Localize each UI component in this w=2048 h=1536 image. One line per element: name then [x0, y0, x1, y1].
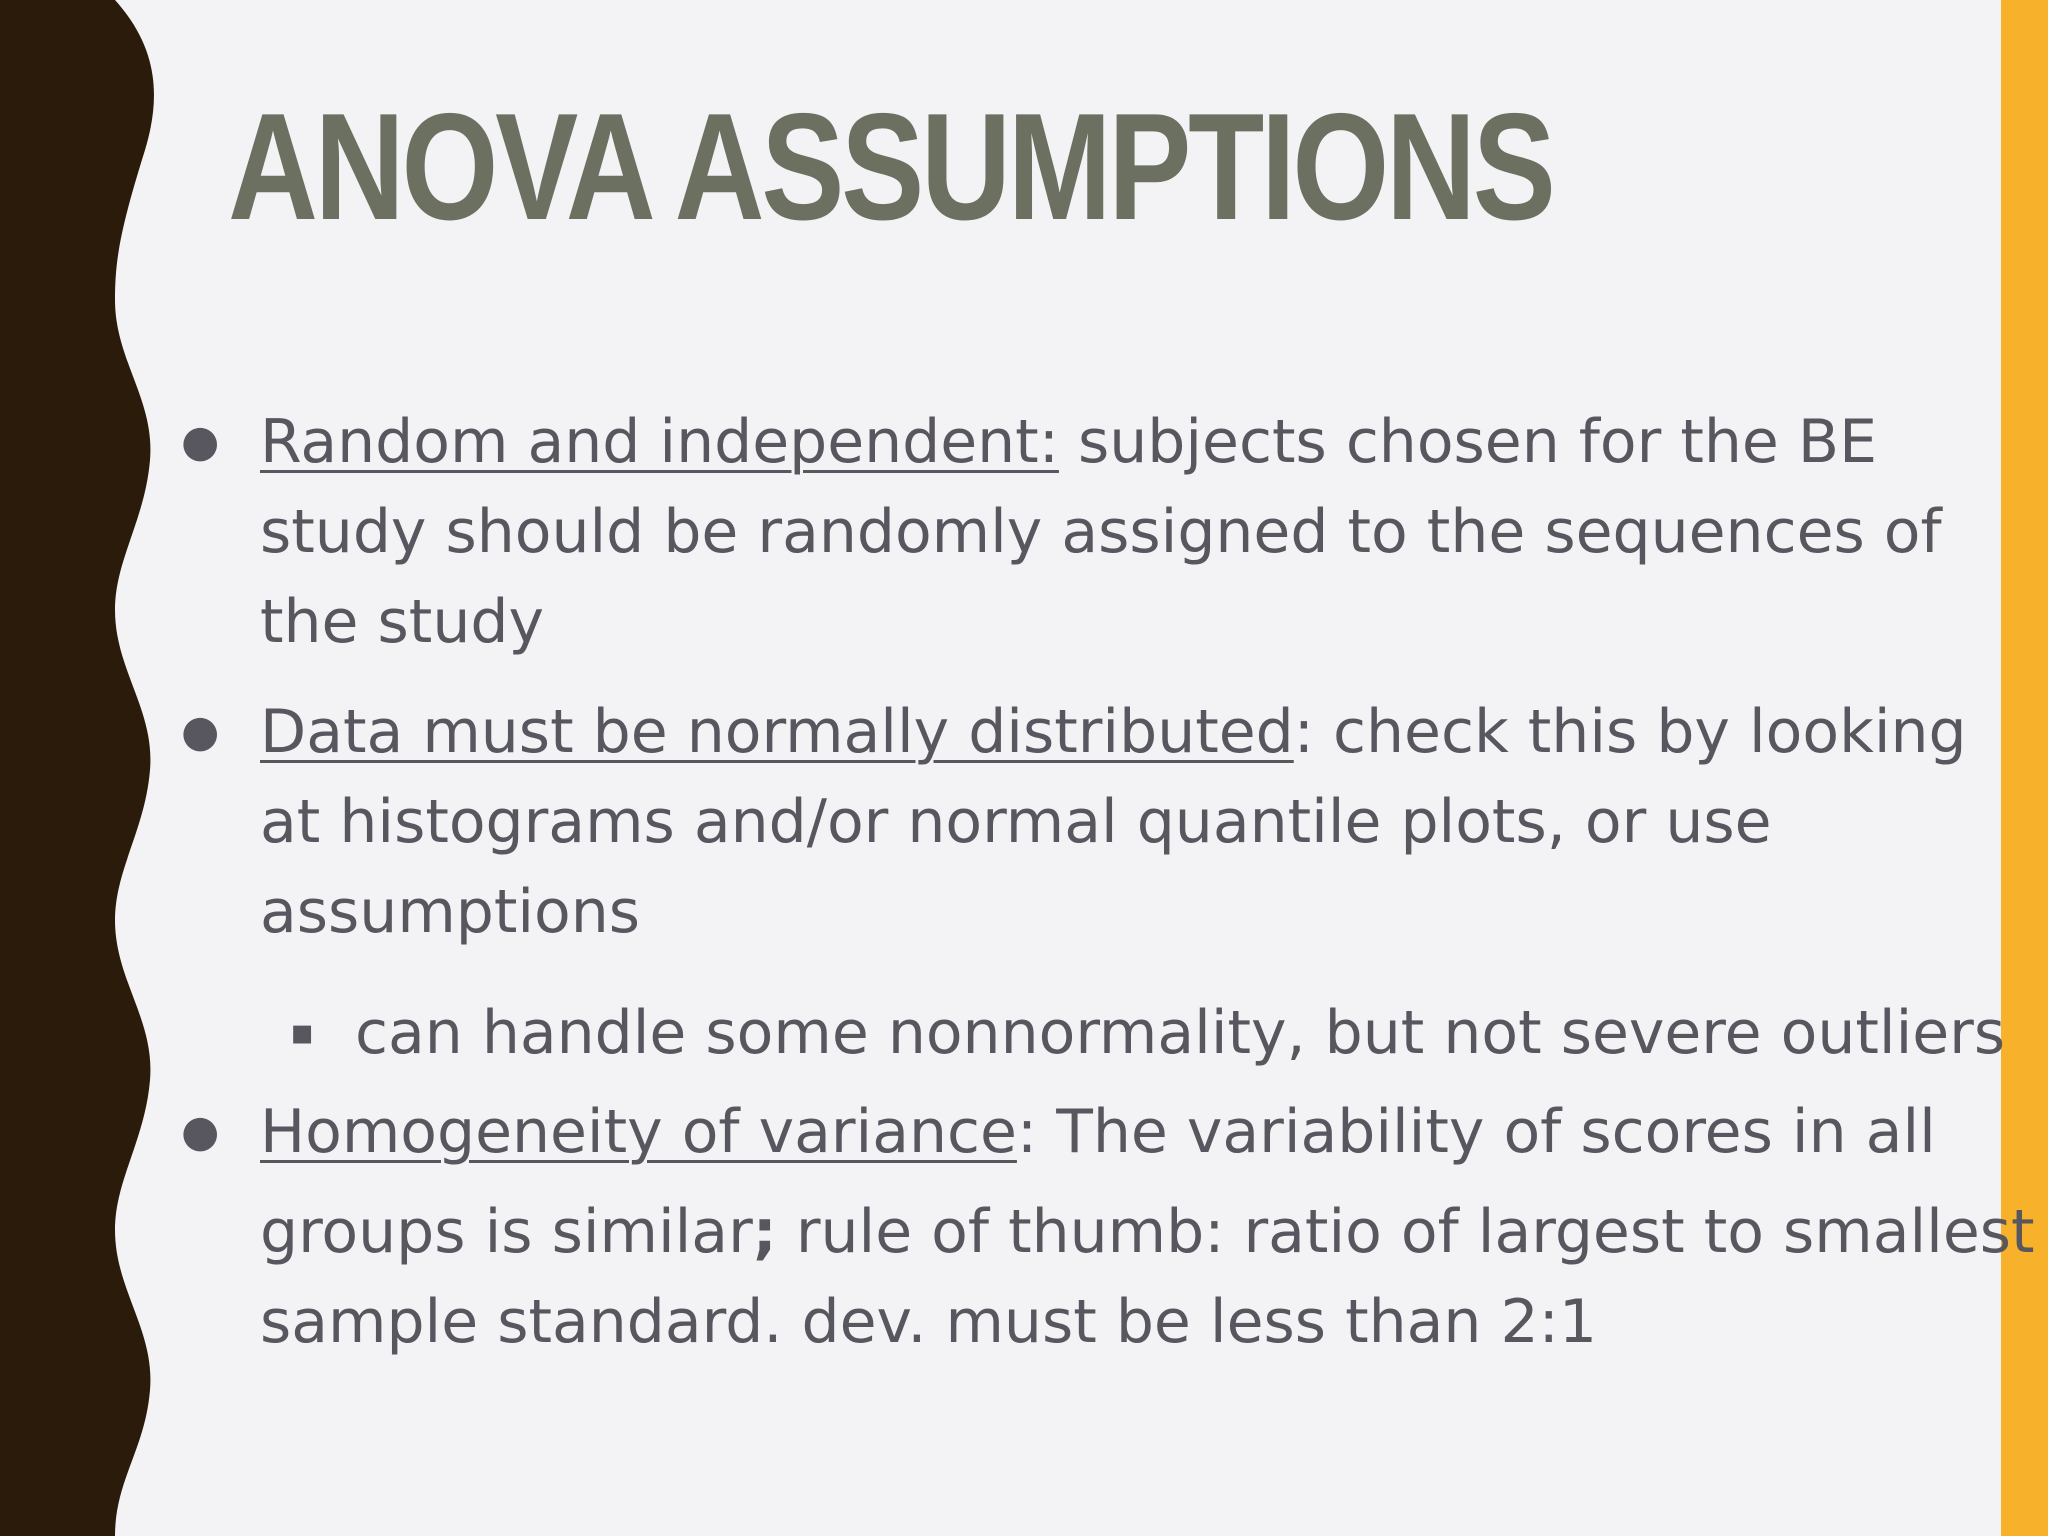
bullet-3-line-3: sample standard. dev. must be less than 2:1	[260, 1287, 1598, 1357]
bullet-3-text: : The variability of scores in all	[1016, 1097, 1936, 1167]
bullet-2-text: : check this by looking	[1293, 697, 1967, 767]
bullet-2-heading: Data must be normally distributed	[260, 697, 1294, 767]
bullet-3-line-2-pre: groups is similar	[260, 1197, 753, 1267]
bullet-dot-icon: ●	[181, 1106, 220, 1157]
bullet-2-line-3: assumptions	[260, 877, 641, 947]
bullet-3-line-2	[260, 1187, 2035, 1277]
bullet-3-semicolon: ;	[752, 1197, 777, 1267]
slide-title: ANOVA ASSUMPTIONS	[228, 82, 1553, 252]
sub-bullet-dot-icon: ▪	[290, 1012, 315, 1053]
bullet-dot-icon: ●	[181, 416, 220, 467]
bullet-3-heading: Homogeneity of variance	[260, 1097, 1017, 1167]
sub-bullet-line: can handle some nonnormality, but not severe outliers	[355, 998, 2006, 1068]
bullet-dot-icon: ●	[181, 706, 220, 757]
bullet-2-line-1	[260, 687, 1967, 777]
bullet-1-line-2: study should be randomly assigned to the sequences of	[260, 497, 1942, 567]
bullet-1-line-3: the study	[260, 587, 544, 657]
bullet-1-line-1	[260, 397, 1877, 487]
bullet-2-line-2: at histograms and/or normal quantile plots, or use	[260, 787, 1772, 857]
bullet-1-heading: Random and independent:	[260, 407, 1059, 477]
bullet-3-line-1	[260, 1087, 1936, 1177]
bullet-1-text: subjects chosen for the BE	[1058, 407, 1877, 477]
bullet-3-line-2-post: rule of thumb: ratio of largest to smallest	[776, 1197, 2035, 1267]
